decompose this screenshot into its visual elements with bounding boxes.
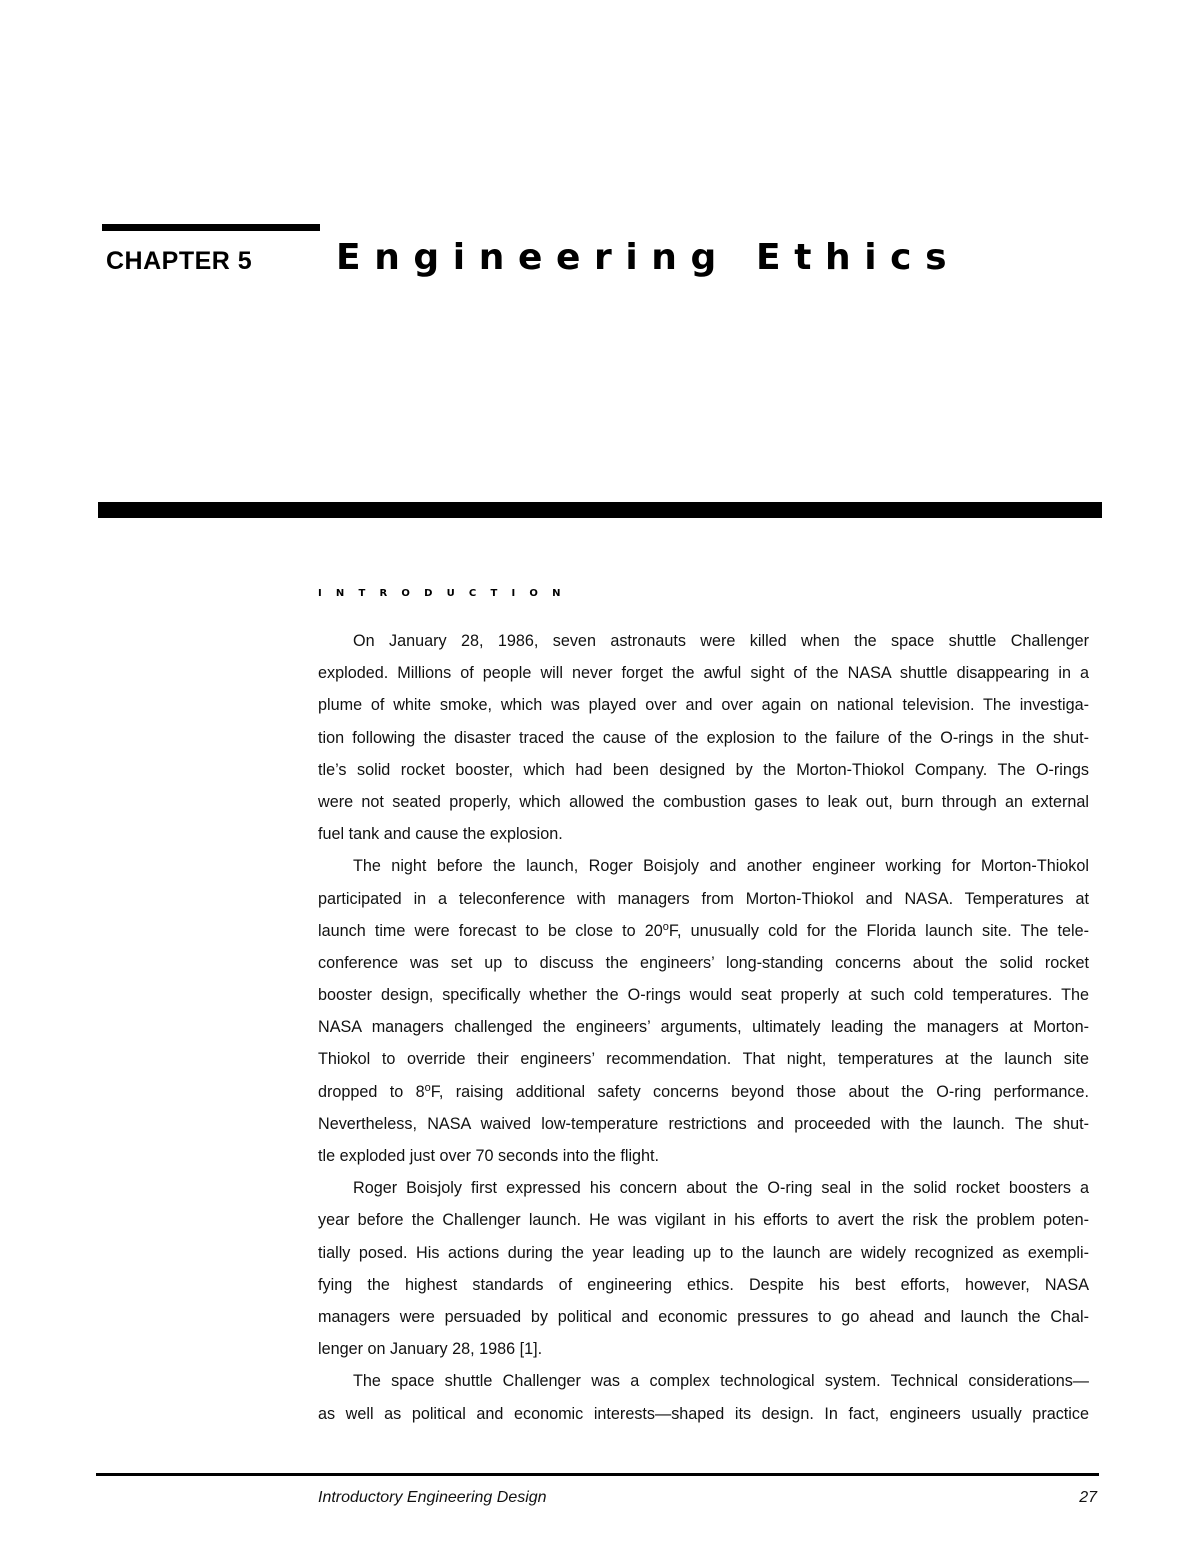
paragraph <box>318 1365 1089 1429</box>
text-line: exploded. Millions of people will never forget the awful sight of the NASA shuttle disappearing in a <box>318 664 1089 683</box>
text-fragment: F, unusually cold for the Florida launch site. The tele- <box>668 921 1089 940</box>
text-line: fuel tank and cause the explosion. <box>318 825 563 844</box>
text-line: Roger Boisjoly first expressed his concern about the O-ring seal in the solid rocket boosters a <box>353 1179 1089 1198</box>
text-line: tion following the disaster traced the cause of the explosion to the failure of the O-rings in the shut- <box>318 728 1089 747</box>
text-line: On January 28, 1986, seven astronauts were killed when the space shuttle Challenger <box>353 632 1089 650</box>
chapter-title: Engineering Ethics <box>336 237 961 278</box>
section-heading: INTRODUCTION <box>318 588 575 599</box>
text-line: lenger on January 28, 1986 [1]. <box>318 1340 543 1359</box>
paragraph <box>318 625 1089 850</box>
text-line: were not seated properly, which allowed the combustion gases to leak out, burn through an external <box>318 792 1089 811</box>
chapter-label: CHAPTER 5 <box>106 247 253 275</box>
degree-symbol: o <box>424 1081 431 1094</box>
text-line: tle’s solid rocket booster, which had been designed by the Morton-Thiokol Company. The O-rings <box>318 760 1089 779</box>
text-fragment: dropped to 8 <box>318 1082 425 1101</box>
footer-book-title: Introductory Engineering Design <box>318 1489 547 1506</box>
text-line: The night before the launch, Roger Boisjoly and another engineer working for Morton-Thiokol <box>353 857 1089 876</box>
text-line: fying the highest standards of engineering ethics. Despite his best efforts, however, NASA <box>318 1275 1089 1294</box>
text-line: as well as political and economic interests—shaped its design. In fact, engineers usually practice <box>318 1404 1089 1423</box>
paragraph <box>318 1172 1089 1365</box>
body-text <box>318 625 1089 1430</box>
text-line: Nevertheless, NASA waived low-temperature restrictions and proceeded with the launch. The shut- <box>318 1114 1089 1133</box>
text-line: managers were persuaded by political and economic pressures to go ahead and launch the Chal- <box>318 1307 1089 1326</box>
text-line <box>318 1076 1089 1108</box>
text-line: year before the Challenger launch. He was vigilant in his efforts to avert the risk the problem poten- <box>318 1211 1089 1230</box>
footer-rule <box>96 1473 1099 1476</box>
text-line: plume of white smoke, which was played over and over again on national television. The investiga- <box>318 696 1089 715</box>
section-divider-rule <box>98 502 1102 518</box>
text-line: participated in a teleconference with managers from Morton-Thiokol and NASA. Temperatures at <box>318 889 1089 908</box>
text-line <box>318 915 1089 947</box>
text-fragment: F, raising additional safety concerns beyond those about the O-ring performance. <box>430 1082 1090 1101</box>
page-number: 27 <box>1079 1489 1097 1506</box>
text-line: tially posed. His actions during the year leading up to the launch are widely recognized as exempli- <box>318 1243 1089 1262</box>
paragraph <box>318 850 1089 1172</box>
degree-symbol: o <box>662 920 669 933</box>
text-line: tle exploded just over 70 seconds into the flight. <box>318 1147 660 1165</box>
text-line: The space shuttle Challenger was a complex technological system. Technical considerations— <box>353 1372 1089 1391</box>
text-line: booster design, specifically whether the O-rings would seat properly at such cold temperatures. The <box>318 986 1089 1005</box>
text-line: conference was set up to discuss the engineers’ long-standing concerns about the solid rocket <box>318 953 1089 972</box>
chapter-rule <box>102 224 320 231</box>
text-line: NASA managers challenged the engineers’ arguments, ultimately leading the managers at Morton- <box>318 1018 1089 1037</box>
text-fragment: launch time were forecast to be close to 20 <box>318 921 663 940</box>
text-line: Thiokol to override their engineers’ recommendation. That night, temperatures at the launch site <box>318 1050 1089 1069</box>
